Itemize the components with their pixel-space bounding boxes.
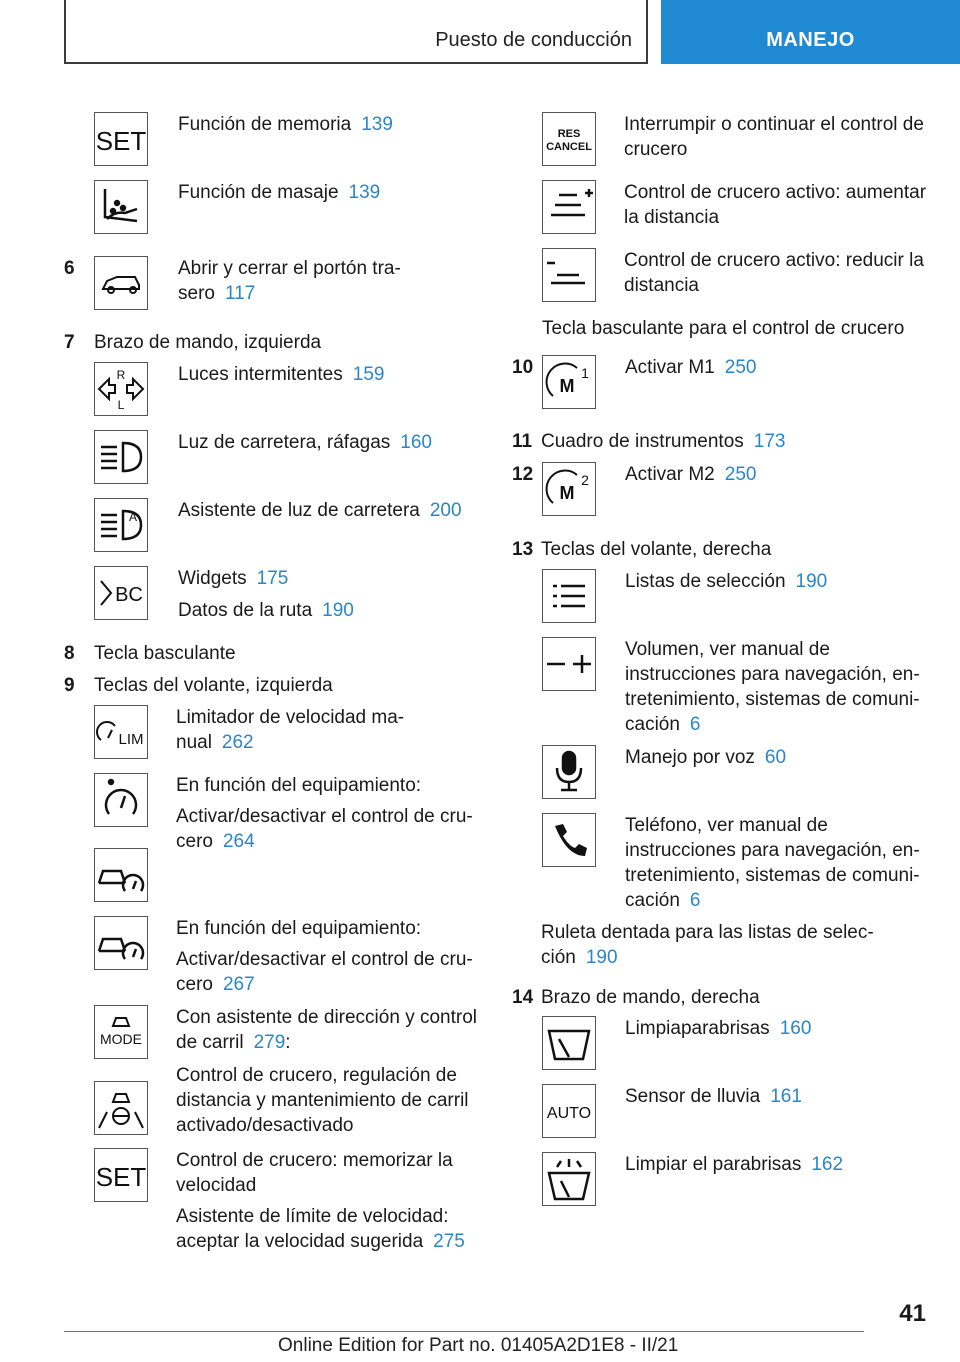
page-ref-link[interactable]: 139 [361,114,393,135]
entry-increase-distance: Control de crucero activo: aumentar la distancia [624,182,927,228]
svg-text:M: M [559,483,575,503]
res-cancel-icon [542,112,596,166]
section-title: Puesto de conducción [435,29,632,51]
page-ref-link[interactable]: 190 [795,571,828,592]
entry-widgets: Widgets 175 [178,568,289,589]
page-ref-link[interactable]: 267 [222,974,255,995]
item-number: 13 [512,539,534,560]
chapter-tab[interactable] [661,0,960,64]
svg-text:1: 1 [581,365,589,381]
entry-thumbwheel: Ruleta dentada para las listas de selec- ción 190 [541,922,874,968]
entry-lane-keeping: Control de crucero, regulación de distancia y mantenimiento de carril activado/desactivado [176,1065,469,1136]
entry-clean-windshield: Limpiar el parabrisas 162 [625,1154,844,1175]
entry-selection-lists: Listas de selección 190 [625,571,828,592]
entry-activate-m2: Activar M2 250 [625,464,757,485]
high-beam-assistant-icon [94,498,148,552]
page-ref-link[interactable]: 162 [811,1154,844,1175]
page-ref-link[interactable]: 250 [724,464,757,485]
item-number: 7 [64,332,75,353]
svg-text:LIM: LIM [118,731,144,748]
entry-activate-m1: Activar M1 250 [625,357,757,378]
tailgate-icon [94,256,148,310]
cruise-control-icon [94,773,148,827]
entry-volume: Volumen, ver manual de instrucciones para navegación, en- tretenimiento, sistemas de comuni- cación 6 [625,639,920,735]
rain-sensor-auto-icon [542,1084,596,1138]
set-icon [94,1148,148,1202]
page-ref-link[interactable]: 160 [779,1018,812,1039]
lane-keeping-icon [94,1081,148,1135]
page-ref-link[interactable]: 190 [585,947,618,968]
item-number: 11 [512,431,533,452]
speed-limiter-icon [94,705,148,759]
wiper-icon [542,1016,596,1070]
footer-divider [64,1331,864,1332]
high-beam-icon [94,430,148,484]
svg-text:SET: SET [95,126,147,156]
distance-increase-icon [542,180,596,234]
list-icon [542,569,596,623]
svg-text:2: 2 [581,472,589,488]
svg-text:SET: SET [95,1162,147,1192]
entry-reduce-distance: Control de crucero activo: reducir la distancia [624,250,924,296]
m1-button-icon [542,355,596,409]
entry-high-beam-assistant: Asistente de luz de carretera 200 [178,500,462,521]
entry-speed-limiter: Limitador de velocidad ma- nual 262 [176,707,405,753]
entry-cruise-control-a: En función del equipamiento: Activar/desactivar el control de cru- cero 264 [176,775,473,852]
entry-wipers: Limpiaparabrisas 160 [625,1018,812,1039]
item-number: 8 [64,643,75,664]
page-ref-link[interactable]: 160 [400,432,432,453]
entry-high-beam: Luz de carretera, ráfagas 160 [178,432,432,453]
entry-memorize-speed: Control de crucero: memorizar la velocidad Asistente de límite de velocidad: aceptar la velocidad sugerida 275 [176,1150,465,1252]
item-number: 12 [512,464,534,485]
entry-rain-sensor: Sensor de lluvia 161 [625,1086,802,1107]
svg-text:L: L [117,398,125,412]
page-ref-link[interactable]: 6 [689,714,701,735]
microphone-icon [542,745,596,799]
entry-telephone: Teléfono, ver manual de instrucciones para navegación, en- tretenimiento, sistemas de comuni- cación 6 [625,815,920,911]
svg-text:AUTO: AUTO [546,1105,592,1122]
page-ref-link[interactable]: 6 [689,890,701,911]
item-number: 9 [64,675,75,696]
svg-text:A: A [128,510,138,524]
item-number: 10 [512,357,534,378]
mode-button-icon [94,1005,148,1059]
page-ref-link[interactable]: 262 [221,732,254,753]
page-ref-link[interactable]: 161 [770,1086,802,1107]
page-ref-link[interactable]: 279 [253,1032,286,1053]
item-heading: Brazo de mando, izquierda [94,332,322,353]
page-ref-link[interactable]: 117 [224,283,256,304]
entry-memory-function: Función de memoria 139 [178,114,393,135]
page-ref-link[interactable]: 60 [764,747,787,768]
item-heading: Tecla basculante [94,643,236,664]
distance-cruise-control-icon [94,848,148,902]
page-ref-link[interactable]: 250 [724,357,757,378]
entry-voice-control: Manejo por voz 60 [625,747,787,768]
page-ref-link[interactable]: 139 [348,182,381,203]
distance-cruise-control-icon [94,916,148,970]
edition-note: Online Edition for Part no. 01405A2D1E8 - II/21 [278,1335,679,1356]
page-ref-link[interactable]: 173 [753,431,786,452]
item-heading: Teclas del volante, derecha [541,539,772,560]
svg-text:M: M [559,376,575,396]
entry-steering-assistant: Con asistente de dirección y control de carril 279: [176,1007,477,1053]
page-ref-link[interactable]: 200 [429,500,462,521]
page-ref-link[interactable]: 175 [256,568,289,589]
svg-text:BC: BC [115,584,143,606]
svg-text:RES: RES [557,128,581,140]
massage-seat-icon [94,180,148,234]
svg-text:R: R [116,368,126,382]
page-ref-link[interactable]: 264 [222,831,255,852]
set-icon [94,112,148,166]
entry-trip-data: Datos de la ruta 190 [178,600,354,621]
page-ref-link[interactable]: 159 [352,364,385,385]
chapter-tab-label: MANEJO [766,29,855,51]
item-number: 6 [64,258,75,279]
header-section-box [64,0,648,64]
rocker-switch-label: Tecla basculante para el control de crucero [542,318,905,339]
turn-signal-icon [94,362,148,416]
entry-resume-cancel: Interrumpir o continuar el control de crucero [624,114,924,160]
windshield-washer-icon [542,1152,596,1206]
bc-button-icon [94,566,148,620]
m2-button-icon [542,462,596,516]
item-number: 14 [512,987,534,1008]
svg-text:CANCEL: CANCEL [546,141,592,153]
page-ref-link[interactable]: 190 [322,600,354,621]
phone-icon [542,813,596,867]
svg-text:MODE: MODE [100,1031,142,1047]
item-heading: Teclas del volante, izquierda [94,675,333,696]
volume-icon [542,637,596,691]
entry-massage-function: Función de masaje 139 [178,182,381,203]
entry-cruise-control-b: En función del equipamiento: Activar/desactivar el control de cru- cero 267 [176,918,473,995]
entry-turn-signals: Luces intermitentes 159 [178,364,385,385]
item-heading: Cuadro de instrumentos 173 [541,431,786,452]
entry-tailgate: Abrir y cerrar el portón tra- sero 117 [178,258,401,304]
page-ref-link[interactable]: 275 [433,1231,465,1252]
distance-decrease-icon [542,248,596,302]
item-heading: Brazo de mando, derecha [541,987,760,1008]
page-number: 41 [899,1300,926,1327]
